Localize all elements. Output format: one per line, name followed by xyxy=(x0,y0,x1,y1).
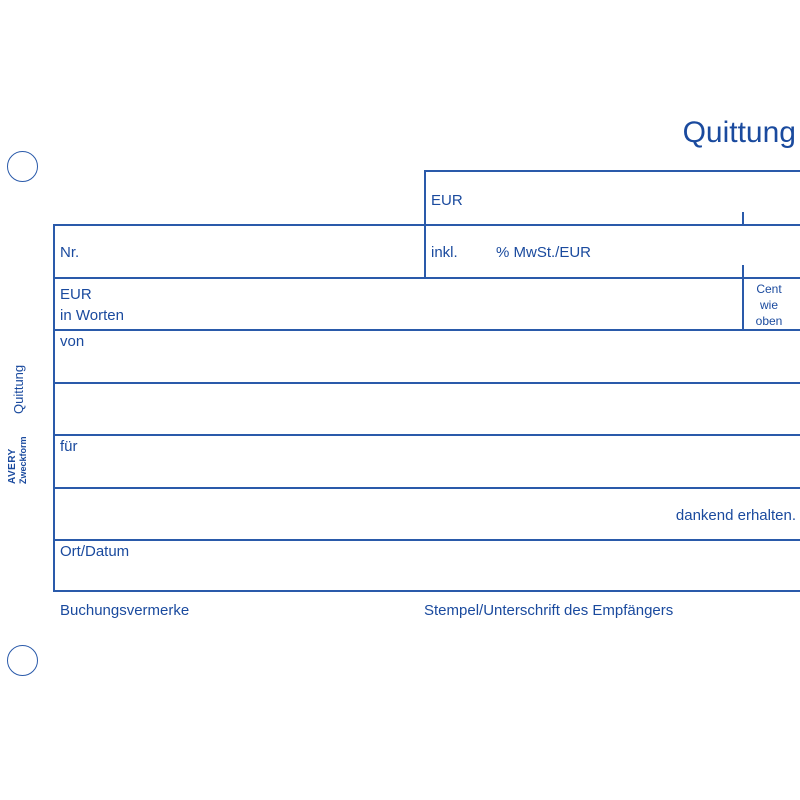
cent-label xyxy=(744,281,794,329)
rule-row-ort xyxy=(53,539,800,541)
rule-row-fuer xyxy=(53,434,800,436)
cent-label-1: Cent xyxy=(756,282,782,296)
eur-words-label-2: in Worten xyxy=(60,307,124,324)
brand-logo xyxy=(8,436,28,484)
dankend-label: dankend erhalten. xyxy=(675,507,796,524)
brand-zweckform: Zweckform xyxy=(18,436,28,484)
rule-row-2 xyxy=(53,382,800,384)
mwst-field-label: % MwSt./EUR xyxy=(496,244,592,261)
rule-top-eur xyxy=(424,170,800,172)
rule-row-von xyxy=(53,329,800,331)
rule-row-nr xyxy=(53,224,800,226)
brand-avery: AVERY xyxy=(7,448,18,484)
nr-field-label: Nr. xyxy=(60,244,80,261)
von-field-label: von xyxy=(60,333,85,350)
inkl-field-label: inkl. xyxy=(431,244,458,261)
rule-bottom xyxy=(53,590,800,592)
stempel-unterschrift-label: Stempel/Unterschrift des Empfängers xyxy=(424,602,674,619)
rule-row-words xyxy=(53,277,800,279)
eur-field-label: EUR xyxy=(431,192,463,209)
punch-hole-top xyxy=(7,151,38,182)
cent-label-2: wie xyxy=(759,298,778,312)
rule-frame-left xyxy=(53,224,55,591)
cent-label-3: oben xyxy=(755,314,783,328)
eur-words-label-1: EUR xyxy=(60,286,92,303)
page-title: Quittung xyxy=(682,116,796,149)
ort-datum-label: Ort/Datum xyxy=(60,543,130,560)
side-quittung-label: Quittung xyxy=(11,364,26,414)
buchungsvermerke-label: Buchungsvermerke xyxy=(60,602,190,619)
rule-row-dankend xyxy=(53,487,800,489)
side-label xyxy=(10,365,28,414)
fuer-field-label: für xyxy=(60,438,78,455)
punch-hole-bottom xyxy=(7,645,38,676)
